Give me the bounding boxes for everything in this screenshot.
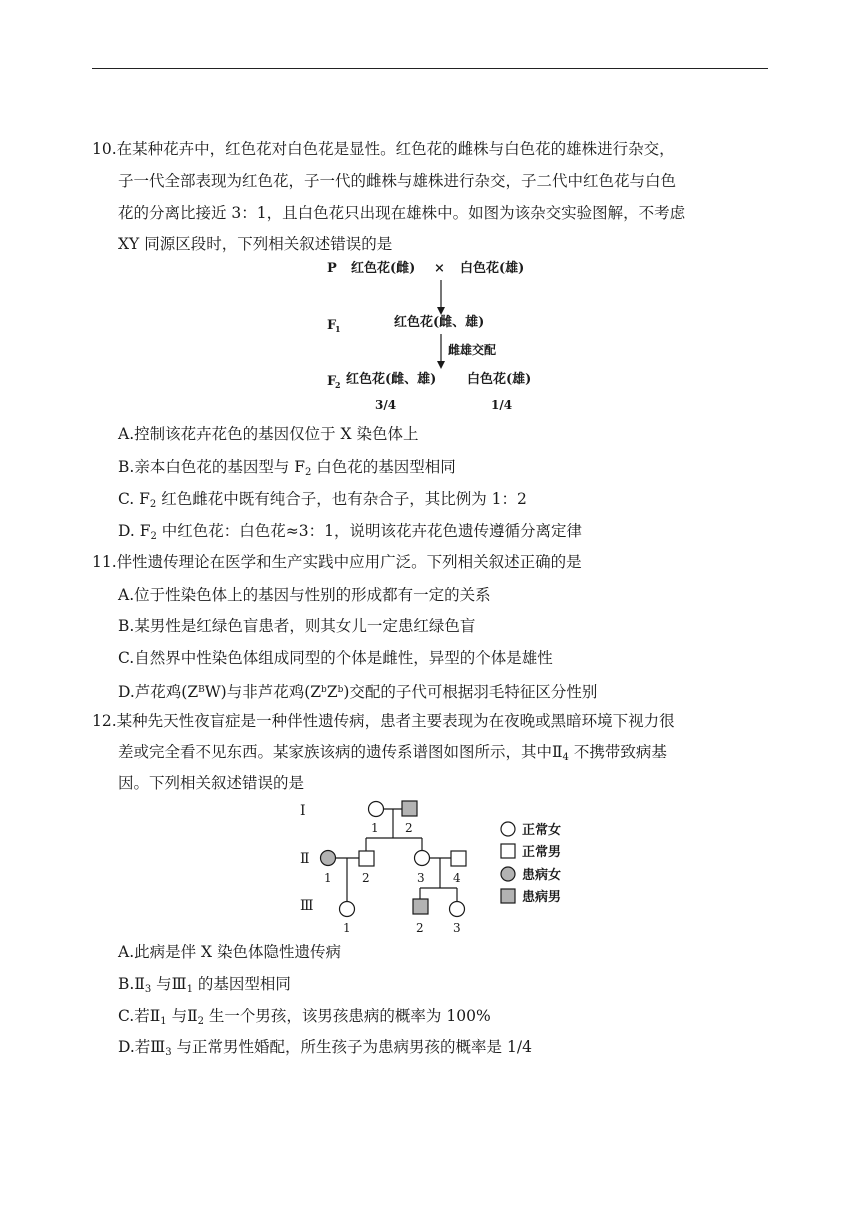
legend-affected-female-icon [501, 867, 515, 881]
legend-normal-female-icon [501, 822, 515, 836]
II1-affected-female [321, 851, 336, 866]
III3-normal-female [450, 902, 465, 917]
f2-label: F [327, 374, 337, 389]
q10-stem-line-1: 10.在某种花卉中，红色花对白色花是显性。红色花的雌株与白色花的雄株进行杂交， [92, 140, 675, 158]
II2-number: 2 [362, 871, 370, 885]
I2-affected-male [402, 801, 417, 816]
q11-option-b: B.某男性是红绿色盲患者，则其女儿一定患红绿色盲 [118, 617, 476, 635]
q12-stem-line-3: 因。下列相关叙述错误的是 [118, 774, 305, 792]
q11-option-d: D.芦花鸡$(Z^BW)$与非芦花鸡$(Z^bZ^b)$交配的子代可根据羽毛特征区分性别 [118, 683, 598, 701]
header-rule [92, 68, 768, 69]
f2-subscript: 2 [335, 380, 341, 390]
mating-label: 雌雄交配 [448, 343, 497, 357]
q11-stem: 11.伴性遗传理论在医学和生产实践中应用广泛。下列相关叙述正确的是 [92, 553, 582, 571]
legend-normal-female: 正常女 [522, 823, 562, 838]
I2-number: 2 [405, 821, 413, 835]
pedigree-chart [290, 790, 580, 935]
III1-number: 1 [343, 921, 351, 935]
III2-affected-male [413, 899, 428, 914]
ratio-red: 3/4 [375, 398, 397, 412]
arrow-head-2 [437, 361, 445, 369]
q12-option-d: D.若$Ⅲ_3$ 与正常男性婚配，所生孩子为患病男孩的概率是 1/4 [118, 1038, 532, 1058]
q10-stem-line-2: 子一代全部表现为红色花，子一代的雌株与雄株进行杂交，子二代中红色花与白色 [118, 172, 677, 190]
q12-stem-line-2: 差或完全看不见东西。某家族该病的遗传系谱图如图所示，其中$Ⅱ_4$ 不携带致病基 [118, 743, 667, 763]
arrow-head-1 [437, 307, 445, 315]
I1-number: 1 [371, 821, 379, 835]
q10-option-a: A.控制该花卉花色的基因仅位于 X 染色体上 [118, 425, 419, 443]
II3-number: 3 [417, 871, 425, 885]
f2-red: 红色花(雌、雄) [346, 372, 437, 387]
II3-normal-female [415, 851, 430, 866]
q12-stem-line-1: 12.某种先天性夜盲症是一种伴性遗传病，患者主要表现为在夜晚或黑暗环境下视力很 [92, 712, 675, 730]
II4-normal-male [451, 851, 466, 866]
legend-normal-male-icon [501, 844, 515, 858]
q10-stem-line-3: 花的分离比接近 3：1，且白色花只出现在雄株中。如图为该杂交实验图解，不考虑 [118, 204, 686, 222]
III2-number: 2 [416, 921, 424, 935]
p-female: 红色花(雌) [351, 261, 416, 276]
f1-text: 红色花(雌、雄) [394, 315, 485, 330]
II2-normal-male [359, 851, 374, 866]
III1-normal-female [340, 902, 355, 917]
ratio-white: 1/4 [491, 398, 513, 412]
gen-2-label: Ⅱ [300, 851, 310, 867]
II4-number: 4 [453, 871, 461, 885]
q10-option-d: D. $F_2$ 中红色花：白色花≈3：1，说明该花卉花色遗传遵循分离定律 [118, 522, 582, 542]
p-label: P [327, 261, 337, 276]
q10-option-b: B.亲本白色花的基因型与 $F_2$ 白色花的基因型相同 [118, 458, 456, 478]
q12-option-b: $B.Ⅱ_3$ 与$Ⅲ_1$ 的基因型相同 [118, 975, 291, 995]
f1-label: F [327, 318, 337, 333]
legend-affected-female: 患病女 [522, 868, 562, 883]
legend-affected-male: 患病男 [522, 890, 562, 905]
gen-3-label: Ⅲ [300, 898, 314, 914]
cross-diagram [318, 252, 558, 414]
q10-stem-line-4: XY 同源区段时，下列相关叙述错误的是 [118, 235, 393, 253]
II1-number: 1 [324, 871, 332, 885]
q11-option-c: C.自然界中性染色体组成同型的个体是雌性，异型的个体是雄性 [118, 649, 553, 667]
legend-affected-male-icon [501, 889, 515, 903]
f2-white: 白色花(雄) [467, 372, 532, 387]
p-male: 白色花(雄) [460, 261, 525, 276]
q12-option-c: C.若$Ⅱ_1$ 与$Ⅱ_2$ 生一个男孩，该男孩患病的概率为 100% [118, 1007, 491, 1027]
legend-normal-male: 正常男 [522, 845, 562, 860]
I1-normal-female [369, 802, 384, 817]
cross-symbol: × [434, 261, 445, 276]
q10-option-c: C. $F_2$ 红色雌花中既有纯合子，也有杂合子，其比例为 1：2 [118, 490, 527, 510]
gen-1-label: Ⅰ [300, 803, 306, 819]
q11-option-a: A.位于性染色体上的基因与性别的形成都有一定的关系 [118, 586, 491, 604]
III3-number: 3 [453, 921, 461, 935]
f1-subscript: 1 [335, 324, 341, 334]
q12-option-a: A.此病是伴 X 染色体隐性遗传病 [118, 943, 342, 961]
